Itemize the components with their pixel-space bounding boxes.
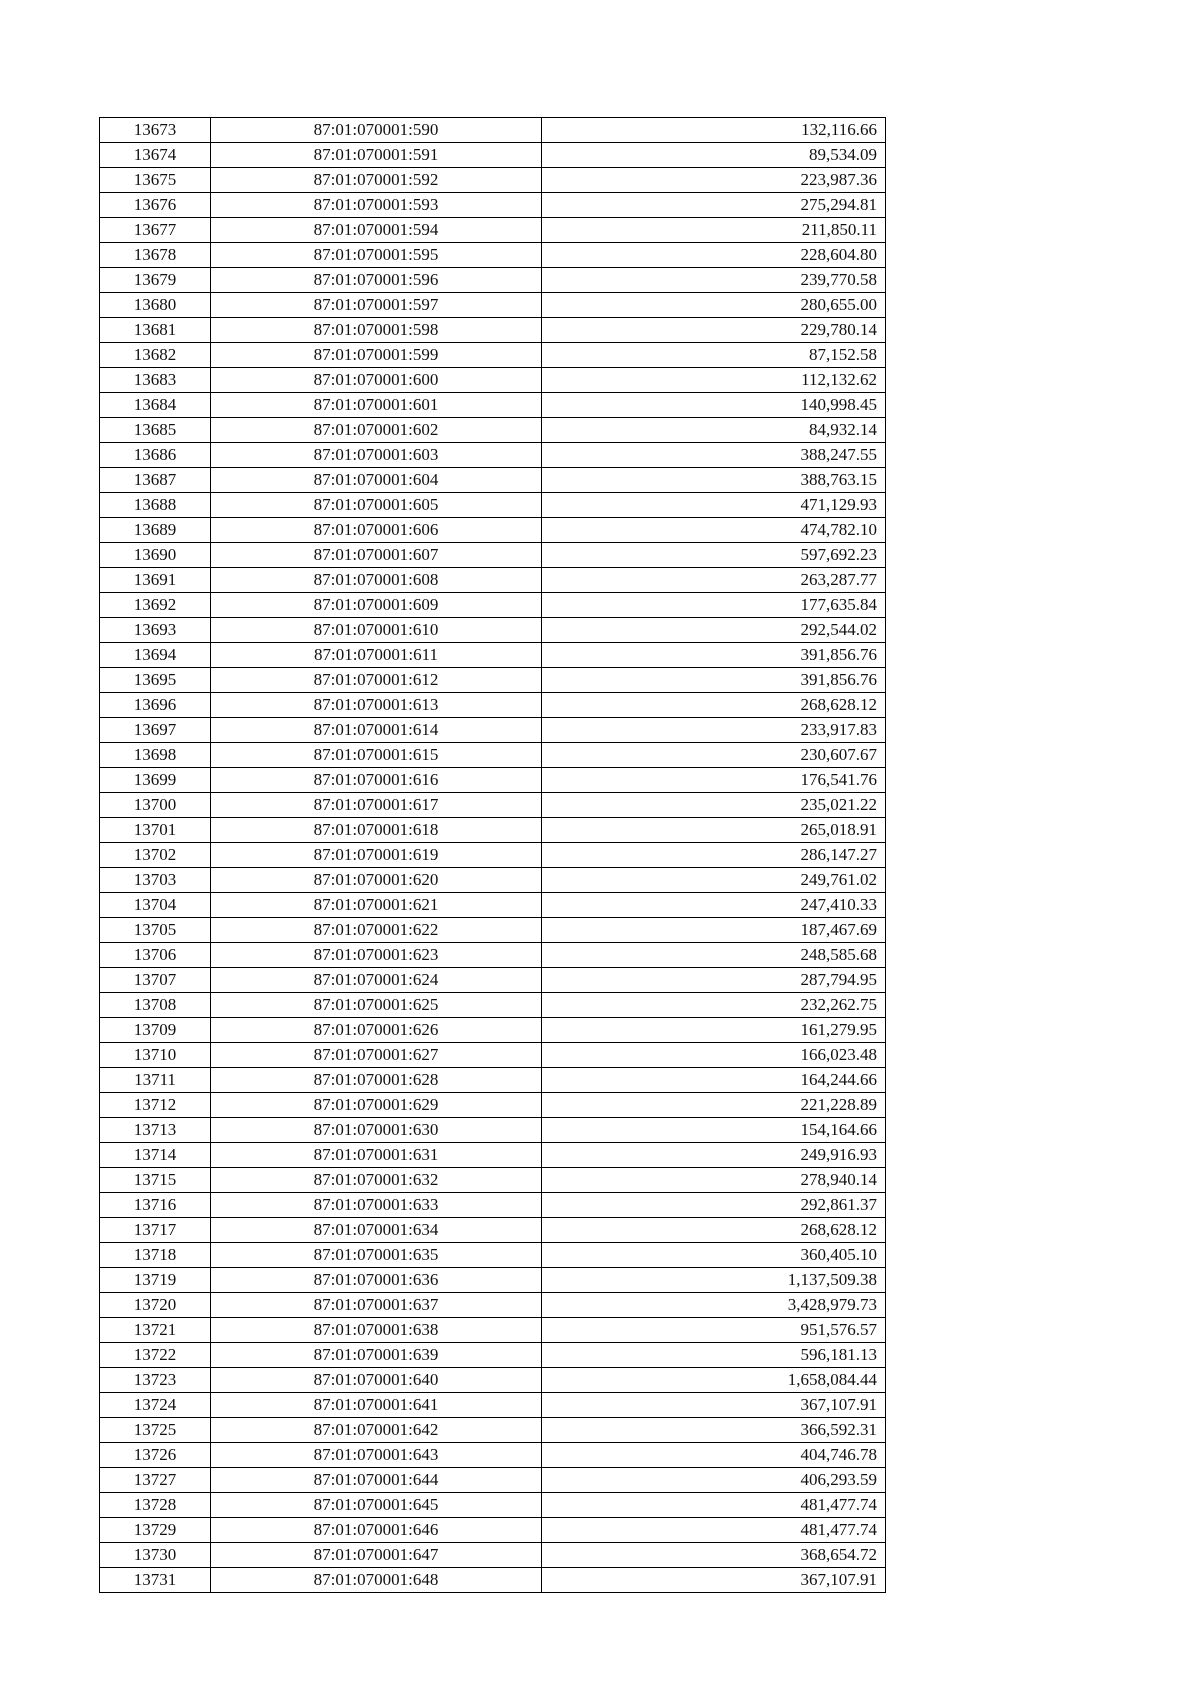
value-cell: 84,932.14 xyxy=(542,418,886,443)
table-row xyxy=(100,1293,886,1318)
value-cell: 249,916.93 xyxy=(542,1143,886,1168)
row-number-cell: 13730 xyxy=(100,1543,211,1568)
row-number-cell: 13715 xyxy=(100,1168,211,1193)
row-number-cell: 13682 xyxy=(100,343,211,368)
row-number-cell: 13696 xyxy=(100,693,211,718)
row-number-cell: 13698 xyxy=(100,743,211,768)
row-number-cell: 13720 xyxy=(100,1293,211,1318)
table-row xyxy=(100,643,886,668)
table-row xyxy=(100,468,886,493)
row-number-cell: 13691 xyxy=(100,568,211,593)
value-cell: 247,410.33 xyxy=(542,893,886,918)
cadastral-number-cell: 87:01:070001:592 xyxy=(211,168,542,193)
cadastral-number-cell: 87:01:070001:617 xyxy=(211,793,542,818)
value-cell: 388,247.55 xyxy=(542,443,886,468)
value-cell: 292,861.37 xyxy=(542,1193,886,1218)
value-cell: 368,654.72 xyxy=(542,1543,886,1568)
cadastral-number-cell: 87:01:070001:612 xyxy=(211,668,542,693)
value-cell: 1,658,084.44 xyxy=(542,1368,886,1393)
value-cell: 140,998.45 xyxy=(542,393,886,418)
row-number-cell: 13690 xyxy=(100,543,211,568)
row-number-cell: 13675 xyxy=(100,168,211,193)
table-row xyxy=(100,418,886,443)
value-cell: 239,770.58 xyxy=(542,268,886,293)
value-cell: 280,655.00 xyxy=(542,293,886,318)
value-cell: 265,018.91 xyxy=(542,818,886,843)
value-cell: 391,856.76 xyxy=(542,668,886,693)
value-cell: 391,856.76 xyxy=(542,643,886,668)
table-row xyxy=(100,818,886,843)
cadastral-number-cell: 87:01:070001:616 xyxy=(211,768,542,793)
row-number-cell: 13726 xyxy=(100,1443,211,1468)
value-cell: 177,635.84 xyxy=(542,593,886,618)
value-cell: 161,279.95 xyxy=(542,1018,886,1043)
cadastral-number-cell: 87:01:070001:606 xyxy=(211,518,542,543)
cadastral-number-cell: 87:01:070001:610 xyxy=(211,618,542,643)
table-row xyxy=(100,843,886,868)
table-row xyxy=(100,668,886,693)
row-number-cell: 13718 xyxy=(100,1243,211,1268)
cadastral-number-cell: 87:01:070001:641 xyxy=(211,1393,542,1418)
table-row xyxy=(100,918,886,943)
value-cell: 287,794.95 xyxy=(542,968,886,993)
value-cell: 367,107.91 xyxy=(542,1568,886,1593)
row-number-cell: 13681 xyxy=(100,318,211,343)
row-number-cell: 13674 xyxy=(100,143,211,168)
value-cell: 132,116.66 xyxy=(542,118,886,143)
cadastral-number-cell: 87:01:070001:644 xyxy=(211,1468,542,1493)
table-row xyxy=(100,793,886,818)
cadastral-number-cell: 87:01:070001:626 xyxy=(211,1018,542,1043)
table-row xyxy=(100,868,886,893)
table-row xyxy=(100,268,886,293)
value-cell: 268,628.12 xyxy=(542,1218,886,1243)
cadastral-number-cell: 87:01:070001:648 xyxy=(211,1568,542,1593)
row-number-cell: 13710 xyxy=(100,1043,211,1068)
cadastral-number-cell: 87:01:070001:598 xyxy=(211,318,542,343)
cadastral-number-cell: 87:01:070001:628 xyxy=(211,1068,542,1093)
cadastral-number-cell: 87:01:070001:624 xyxy=(211,968,542,993)
value-cell: 87,152.58 xyxy=(542,343,886,368)
row-number-cell: 13707 xyxy=(100,968,211,993)
table-row xyxy=(100,218,886,243)
table-row xyxy=(100,168,886,193)
value-cell: 235,021.22 xyxy=(542,793,886,818)
row-number-cell: 13684 xyxy=(100,393,211,418)
table-row xyxy=(100,243,886,268)
row-number-cell: 13731 xyxy=(100,1568,211,1593)
table-row xyxy=(100,693,886,718)
value-cell: 223,987.36 xyxy=(542,168,886,193)
row-number-cell: 13699 xyxy=(100,768,211,793)
row-number-cell: 13683 xyxy=(100,368,211,393)
row-number-cell: 13687 xyxy=(100,468,211,493)
table-row xyxy=(100,1268,886,1293)
cadastral-value-table xyxy=(99,117,886,1593)
table-row xyxy=(100,618,886,643)
table-row xyxy=(100,293,886,318)
value-cell: 268,628.12 xyxy=(542,693,886,718)
cadastral-number-cell: 87:01:070001:613 xyxy=(211,693,542,718)
row-number-cell: 13678 xyxy=(100,243,211,268)
cadastral-number-cell: 87:01:070001:597 xyxy=(211,293,542,318)
cadastral-number-cell: 87:01:070001:634 xyxy=(211,1218,542,1243)
row-number-cell: 13697 xyxy=(100,718,211,743)
cadastral-number-cell: 87:01:070001:614 xyxy=(211,718,542,743)
table-row xyxy=(100,1118,886,1143)
value-cell: 951,576.57 xyxy=(542,1318,886,1343)
row-number-cell: 13679 xyxy=(100,268,211,293)
value-cell: 278,940.14 xyxy=(542,1168,886,1193)
table-row xyxy=(100,1318,886,1343)
cadastral-number-cell: 87:01:070001:619 xyxy=(211,843,542,868)
row-number-cell: 13723 xyxy=(100,1368,211,1393)
row-number-cell: 13703 xyxy=(100,868,211,893)
cadastral-number-cell: 87:01:070001:607 xyxy=(211,543,542,568)
row-number-cell: 13724 xyxy=(100,1393,211,1418)
table-row xyxy=(100,593,886,618)
cadastral-number-cell: 87:01:070001:645 xyxy=(211,1493,542,1518)
cadastral-number-cell: 87:01:070001:627 xyxy=(211,1043,542,1068)
cadastral-number-cell: 87:01:070001:643 xyxy=(211,1443,542,1468)
value-cell: 366,592.31 xyxy=(542,1418,886,1443)
table-row xyxy=(100,993,886,1018)
row-number-cell: 13717 xyxy=(100,1218,211,1243)
cadastral-number-cell: 87:01:070001:599 xyxy=(211,343,542,368)
table-row xyxy=(100,1543,886,1568)
row-number-cell: 13711 xyxy=(100,1068,211,1093)
value-cell: 249,761.02 xyxy=(542,868,886,893)
table-row xyxy=(100,1468,886,1493)
value-cell: 154,164.66 xyxy=(542,1118,886,1143)
table-row xyxy=(100,443,886,468)
cadastral-number-cell: 87:01:070001:590 xyxy=(211,118,542,143)
row-number-cell: 13676 xyxy=(100,193,211,218)
table-row xyxy=(100,1243,886,1268)
table-row xyxy=(100,1168,886,1193)
row-number-cell: 13673 xyxy=(100,118,211,143)
row-number-cell: 13713 xyxy=(100,1118,211,1143)
row-number-cell: 13702 xyxy=(100,843,211,868)
table-body xyxy=(100,118,886,1593)
cadastral-number-cell: 87:01:070001:639 xyxy=(211,1343,542,1368)
table-row xyxy=(100,393,886,418)
cadastral-number-cell: 87:01:070001:595 xyxy=(211,243,542,268)
row-number-cell: 13695 xyxy=(100,668,211,693)
cadastral-number-cell: 87:01:070001:630 xyxy=(211,1118,542,1143)
table-row xyxy=(100,768,886,793)
table-row xyxy=(100,543,886,568)
value-cell: 367,107.91 xyxy=(542,1393,886,1418)
value-cell: 221,228.89 xyxy=(542,1093,886,1118)
cadastral-number-cell: 87:01:070001:635 xyxy=(211,1243,542,1268)
row-number-cell: 13727 xyxy=(100,1468,211,1493)
value-cell: 1,137,509.38 xyxy=(542,1268,886,1293)
value-cell: 228,604.80 xyxy=(542,243,886,268)
value-cell: 596,181.13 xyxy=(542,1343,886,1368)
table-row xyxy=(100,118,886,143)
value-cell: 187,467.69 xyxy=(542,918,886,943)
cadastral-number-cell: 87:01:070001:608 xyxy=(211,568,542,593)
cadastral-number-cell: 87:01:070001:623 xyxy=(211,943,542,968)
table-row xyxy=(100,1143,886,1168)
row-number-cell: 13722 xyxy=(100,1343,211,1368)
table-row xyxy=(100,368,886,393)
cadastral-number-cell: 87:01:070001:632 xyxy=(211,1168,542,1193)
row-number-cell: 13725 xyxy=(100,1418,211,1443)
table-row xyxy=(100,1193,886,1218)
row-number-cell: 13692 xyxy=(100,593,211,618)
row-number-cell: 13716 xyxy=(100,1193,211,1218)
row-number-cell: 13677 xyxy=(100,218,211,243)
cadastral-number-cell: 87:01:070001:615 xyxy=(211,743,542,768)
row-number-cell: 13705 xyxy=(100,918,211,943)
row-number-cell: 13694 xyxy=(100,643,211,668)
cadastral-number-cell: 87:01:070001:609 xyxy=(211,593,542,618)
value-cell: 474,782.10 xyxy=(542,518,886,543)
value-cell: 481,477.74 xyxy=(542,1518,886,1543)
cadastral-number-cell: 87:01:070001:618 xyxy=(211,818,542,843)
row-number-cell: 13686 xyxy=(100,443,211,468)
cadastral-number-cell: 87:01:070001:620 xyxy=(211,868,542,893)
row-number-cell: 13728 xyxy=(100,1493,211,1518)
cadastral-number-cell: 87:01:070001:631 xyxy=(211,1143,542,1168)
row-number-cell: 13719 xyxy=(100,1268,211,1293)
table-row xyxy=(100,193,886,218)
value-cell: 248,585.68 xyxy=(542,943,886,968)
table-row xyxy=(100,1343,886,1368)
table-row xyxy=(100,343,886,368)
cadastral-number-cell: 87:01:070001:596 xyxy=(211,268,542,293)
table-row xyxy=(100,1093,886,1118)
table-row xyxy=(100,318,886,343)
cadastral-number-cell: 87:01:070001:591 xyxy=(211,143,542,168)
table-row xyxy=(100,1068,886,1093)
cadastral-number-cell: 87:01:070001:594 xyxy=(211,218,542,243)
value-cell: 229,780.14 xyxy=(542,318,886,343)
cadastral-number-cell: 87:01:070001:646 xyxy=(211,1518,542,1543)
cadastral-number-cell: 87:01:070001:601 xyxy=(211,393,542,418)
table-row xyxy=(100,1493,886,1518)
value-cell: 89,534.09 xyxy=(542,143,886,168)
table-row xyxy=(100,143,886,168)
value-cell: 388,763.15 xyxy=(542,468,886,493)
table-row xyxy=(100,1418,886,1443)
row-number-cell: 13688 xyxy=(100,493,211,518)
cadastral-number-cell: 87:01:070001:622 xyxy=(211,918,542,943)
value-cell: 112,132.62 xyxy=(542,368,886,393)
cadastral-number-cell: 87:01:070001:640 xyxy=(211,1368,542,1393)
row-number-cell: 13689 xyxy=(100,518,211,543)
row-number-cell: 13721 xyxy=(100,1318,211,1343)
value-cell: 263,287.77 xyxy=(542,568,886,593)
row-number-cell: 13708 xyxy=(100,993,211,1018)
row-number-cell: 13680 xyxy=(100,293,211,318)
value-cell: 176,541.76 xyxy=(542,768,886,793)
cadastral-number-cell: 87:01:070001:611 xyxy=(211,643,542,668)
table-row xyxy=(100,893,886,918)
value-cell: 471,129.93 xyxy=(542,493,886,518)
value-cell: 292,544.02 xyxy=(542,618,886,643)
value-cell: 360,405.10 xyxy=(542,1243,886,1268)
table-row xyxy=(100,1568,886,1593)
row-number-cell: 13704 xyxy=(100,893,211,918)
table-row xyxy=(100,568,886,593)
value-cell: 164,244.66 xyxy=(542,1068,886,1093)
cadastral-number-cell: 87:01:070001:621 xyxy=(211,893,542,918)
table-row xyxy=(100,518,886,543)
value-cell: 233,917.83 xyxy=(542,718,886,743)
row-number-cell: 13714 xyxy=(100,1143,211,1168)
cadastral-number-cell: 87:01:070001:625 xyxy=(211,993,542,1018)
cadastral-number-cell: 87:01:070001:602 xyxy=(211,418,542,443)
cadastral-number-cell: 87:01:070001:605 xyxy=(211,493,542,518)
table-row xyxy=(100,743,886,768)
row-number-cell: 13701 xyxy=(100,818,211,843)
cadastral-number-cell: 87:01:070001:637 xyxy=(211,1293,542,1318)
value-cell: 406,293.59 xyxy=(542,1468,886,1493)
table-row xyxy=(100,1043,886,1068)
row-number-cell: 13685 xyxy=(100,418,211,443)
row-number-cell: 13712 xyxy=(100,1093,211,1118)
cadastral-number-cell: 87:01:070001:600 xyxy=(211,368,542,393)
table-row xyxy=(100,1518,886,1543)
value-cell: 481,477.74 xyxy=(542,1493,886,1518)
row-number-cell: 13706 xyxy=(100,943,211,968)
cadastral-number-cell: 87:01:070001:629 xyxy=(211,1093,542,1118)
table-row xyxy=(100,1393,886,1418)
table-row xyxy=(100,1218,886,1243)
table-row xyxy=(100,1018,886,1043)
cadastral-number-cell: 87:01:070001:603 xyxy=(211,443,542,468)
row-number-cell: 13729 xyxy=(100,1518,211,1543)
cadastral-number-cell: 87:01:070001:593 xyxy=(211,193,542,218)
table-row xyxy=(100,1368,886,1393)
value-cell: 404,746.78 xyxy=(542,1443,886,1468)
cadastral-number-cell: 87:01:070001:633 xyxy=(211,1193,542,1218)
cadastral-number-cell: 87:01:070001:642 xyxy=(211,1418,542,1443)
value-cell: 275,294.81 xyxy=(542,193,886,218)
value-cell: 166,023.48 xyxy=(542,1043,886,1068)
value-cell: 3,428,979.73 xyxy=(542,1293,886,1318)
table-row xyxy=(100,493,886,518)
cadastral-number-cell: 87:01:070001:638 xyxy=(211,1318,542,1343)
row-number-cell: 13709 xyxy=(100,1018,211,1043)
row-number-cell: 13693 xyxy=(100,618,211,643)
cadastral-number-cell: 87:01:070001:604 xyxy=(211,468,542,493)
value-cell: 597,692.23 xyxy=(542,543,886,568)
row-number-cell: 13700 xyxy=(100,793,211,818)
value-cell: 286,147.27 xyxy=(542,843,886,868)
cadastral-number-cell: 87:01:070001:636 xyxy=(211,1268,542,1293)
table-row xyxy=(100,718,886,743)
table-row xyxy=(100,968,886,993)
value-cell: 230,607.67 xyxy=(542,743,886,768)
table-row xyxy=(100,1443,886,1468)
table-row xyxy=(100,943,886,968)
value-cell: 232,262.75 xyxy=(542,993,886,1018)
value-cell: 211,850.11 xyxy=(542,218,886,243)
cadastral-number-cell: 87:01:070001:647 xyxy=(211,1543,542,1568)
